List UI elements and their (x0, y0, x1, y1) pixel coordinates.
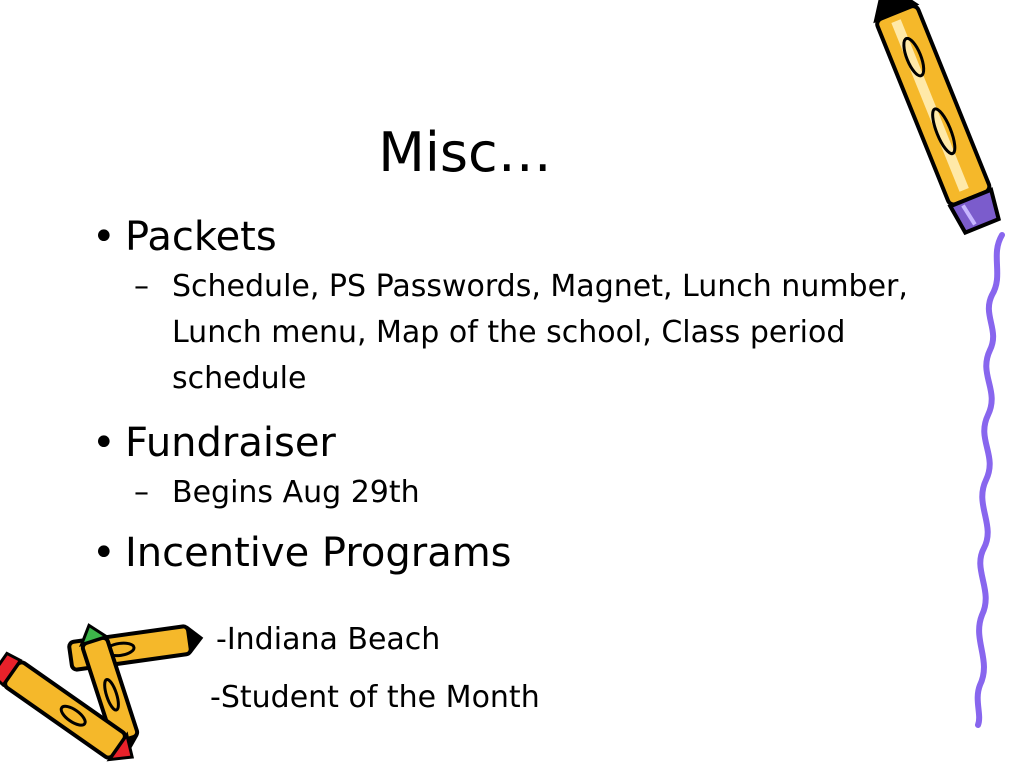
free-text-line: -Indiana Beach (216, 622, 441, 657)
free-text-line: -Student of the Month (210, 680, 540, 715)
bullet-item (92, 210, 932, 264)
sub-bullet-item (92, 264, 932, 402)
bullet-item (92, 526, 932, 580)
bullet-label: Incentive Programs (125, 530, 512, 576)
sub-bullet-marker: – (134, 475, 149, 510)
squiggle-line (960, 230, 1020, 730)
bullet-marker: • (92, 530, 116, 576)
bullet-marker: • (92, 420, 116, 466)
sub-bullet-text: Begins Aug 29th (172, 475, 420, 510)
bullet-marker: • (92, 214, 116, 260)
sub-bullet-marker: – (134, 269, 149, 304)
slide-title: Misc… (378, 121, 552, 184)
bullet-label: Fundraiser (125, 420, 336, 466)
bullet-list (92, 210, 932, 580)
bullet-item (92, 416, 932, 470)
crayons-icon (0, 615, 210, 765)
sub-bullet-item (92, 470, 932, 516)
bullet-label: Packets (125, 214, 277, 260)
sub-bullet-text: Schedule, PS Passwords, Magnet, Lunch number, Lunch menu, Map of the school, Class period schedule (172, 269, 908, 396)
